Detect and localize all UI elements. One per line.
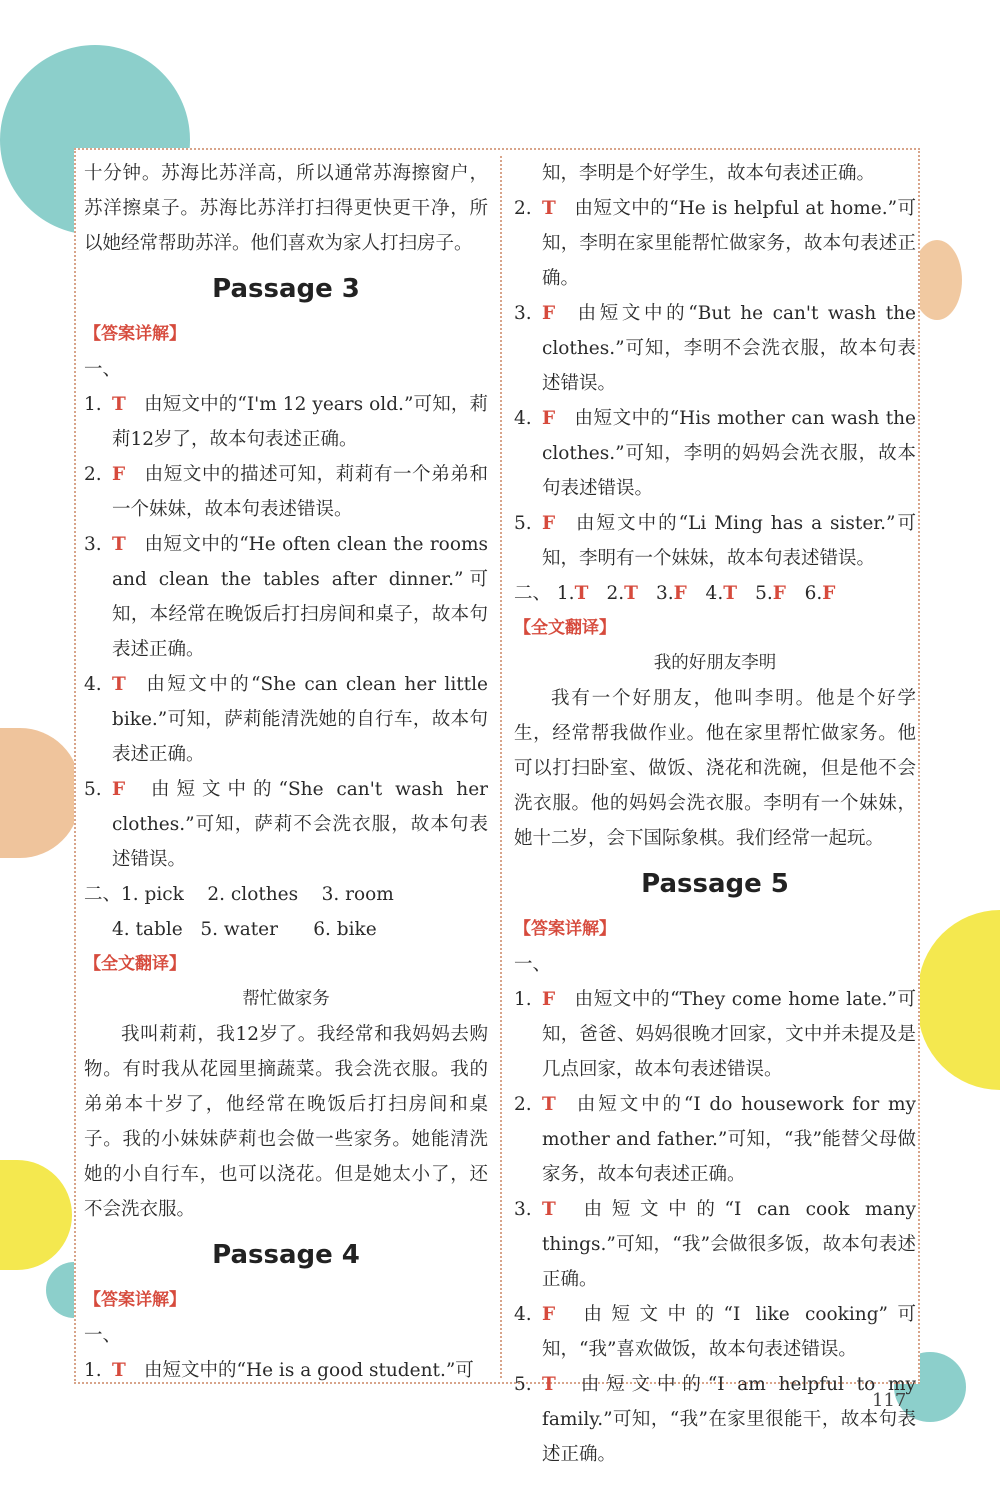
answer-mark: T [624, 583, 638, 604]
page-number: 117 [872, 1390, 907, 1411]
answer-mark: F [112, 779, 126, 800]
answer-mark: T [112, 674, 126, 695]
p5-item-5: 5. T 由短文中的“I am helpful to my family.”可知，“我”在家里很能干，故本句表述正确。 [514, 1367, 916, 1472]
column-divider [500, 156, 502, 1378]
p4-translation-tag: 【全文翻译】 [514, 618, 616, 638]
intro-paragraph: 十分钟。苏海比苏洋高，所以通常苏海擦窗户，苏洋擦桌子。苏海比苏洋打扫得更快更干净，所以她经常帮助苏洋。他们喜欢为家人打扫房子。 [84, 163, 488, 254]
answer-mark: T [542, 198, 556, 219]
p3-item-1: 1. T 由短文中的“I'm 12 years old.”可知，莉莉12岁了，故本句表述正确。 [84, 387, 488, 457]
p5-item-4: 4. F 由短文中的“I like cooking”可知，“我”喜欢做饭，故本句表述错误。 [514, 1297, 916, 1367]
decor-orange-circle-left [0, 728, 80, 858]
p4-part2-answers: 二、 1.T 2.T 3.F 4.T 5.F 6.F [514, 576, 916, 611]
answer-mark: F [822, 583, 836, 604]
p5-item-2: 2. T 由短文中的“I do housework for my mother and father.”可知，“我”能替父母做家务，故本句表述正确。 [514, 1087, 916, 1192]
p4-translation-text: 我有一个好朋友，他叫李明。他是个好学生，经常帮我做作业。他在家里帮忙做家务。他可以打扫卧室、做饭、浇花和洗碗，但是他不会洗衣服。他的妈妈会洗衣服。李明有一个妹妹，她十二岁，会下国际象棋。我们经常一起玩。 [514, 688, 916, 849]
passage-4-title: Passage 4 [212, 1240, 360, 1270]
answer-mark: F [542, 513, 556, 534]
decor-yellow-circle-right [918, 910, 1000, 1090]
answer-mark: F [772, 583, 786, 604]
p4-item-1: 1. T 由短文中的“He is a good student.”可 [84, 1353, 488, 1388]
answer-mark: T [574, 583, 589, 604]
answer-mark: F [542, 989, 556, 1010]
p4-item-1-continued: 知，李明是个好学生，故本句表述正确。 [542, 163, 876, 184]
answer-mark: F [112, 464, 126, 485]
answer-mark: F [673, 583, 687, 604]
answer-mark: F [542, 303, 556, 324]
p4-translation-title: 我的好朋友李明 [653, 653, 777, 673]
decor-teal-circle-left [46, 1262, 74, 1318]
answer-mark: F [542, 408, 556, 429]
p3-item-3: 3. T 由短文中的“He often clean the rooms and clean the tables after dinner.”可知，本经常在晚饭后打扫房间和桌子，故本句表述正确。 [84, 527, 488, 667]
p4-part1-label: 一、 [84, 1325, 122, 1346]
p3-part1-label: 一、 [84, 359, 122, 380]
answer-mark: T [112, 1360, 126, 1381]
p3-item-4: 4. T 由短文中的“She can clean her little bike.”可知，萨莉能清洗她的自行车，故本句表述正确。 [84, 667, 488, 772]
p3-part2-line1: 二、1. pick 2. clothes 3. room [84, 884, 394, 905]
p3-translation-tag: 【全文翻译】 [84, 954, 186, 974]
p4-item-2: 2. T 由短文中的“He is helpful at home.”可知，李明在家里能帮忙做家务，故本句表述正确。 [514, 191, 916, 296]
p5-item-1: 1. F 由短文中的“They come home late.”可知，爸爸、妈妈很晚才回家，文中并未提及是几点回家，故本句表述错误。 [514, 982, 916, 1087]
decor-yellow-circle-left [0, 1160, 72, 1270]
p4-item-4: 4. F 由短文中的“His mother can wash the clothes.”可知，李明的妈妈会洗衣服，故本句表述错误。 [514, 401, 916, 506]
passage-3-title: Passage 3 [212, 274, 360, 304]
answer-mark: T [723, 583, 737, 604]
p3-item-5: 5. F 由短文中的“She can't wash her clothes.”可知，萨莉不会洗衣服，故本句表述错误。 [84, 772, 488, 877]
answer-mark: T [542, 1094, 556, 1115]
answer-mark: T [112, 394, 126, 415]
p5-item-3: 3. T 由短文中的“I can cook many things.”可知，“我”会做很多饭，故本句表述正确。 [514, 1192, 916, 1297]
answer-mark: T [112, 534, 126, 555]
answer-mark: T [542, 1199, 556, 1220]
p4-item-5: 5. F 由短文中的“Li Ming has a sister.”可知，李明有一个妹妹，故本句表述错误。 [514, 506, 916, 576]
p3-part2-line2: 4. table 5. water 6. bike [112, 919, 377, 940]
right-column [514, 156, 916, 1472]
p3-translation-title: 帮忙做家务 [242, 989, 330, 1009]
p3-translation-text: 我叫莉莉，我12岁了。我经常和我妈妈去购物。有时我从花园里摘蔬菜。我会洗衣服。我的弟弟本十岁了，他经常在晚饭后打扫房间和桌子。我的小妹妹萨莉也会做一些家务。她能清洗她的小自行车，也可以浇花。但是她太小了，还不会洗衣服。 [84, 1024, 488, 1220]
p5-answers-tag: 【答案详解】 [514, 919, 616, 939]
p5-part1-label: 一、 [514, 954, 552, 975]
p3-answers-tag: 【答案详解】 [84, 324, 186, 344]
left-column [84, 156, 488, 1388]
p3-item-2: 2. F 由短文中的描述可知，莉莉有一个弟弟和一个妹妹，故本句表述错误。 [84, 457, 488, 527]
answer-mark: T [542, 1374, 556, 1395]
passage-5-title: Passage 5 [641, 869, 789, 899]
answer-mark: F [542, 1304, 556, 1325]
p4-item-3: 3. F 由短文中的“But he can't wash the clothes.”可知，李明不会洗衣服，故本句表述错误。 [514, 296, 916, 401]
p4-answers-tag: 【答案详解】 [84, 1290, 186, 1310]
